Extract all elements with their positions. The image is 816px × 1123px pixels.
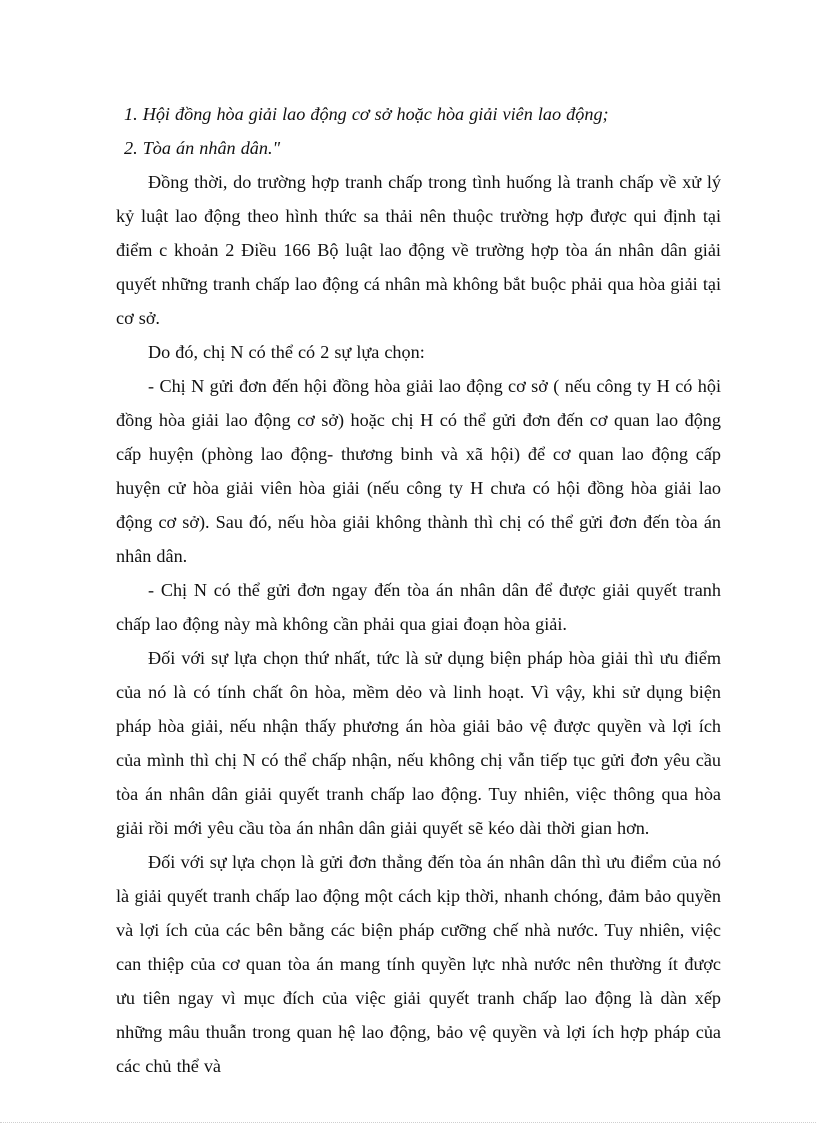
paragraph-choices-intro: Do đó, chị N có thể có 2 sự lựa chọn: [148, 342, 425, 362]
document-body [116, 97, 721, 1083]
choice-item-1: - Chị N gửi đơn đến hội đồng hòa giải lao động cơ sở ( nếu công ty H có hội đồng hòa giải lao động cơ sở) hoặc chị H có thể gửi đơn đến cơ quan lao động cấp huyện (phòng lao động- thương binh và xã hội) để cơ quan lao động cấp huyện cử hòa giải viên hòa giải (nếu công ty H chưa có hội đồng hòa giải lao động cơ sở). Sau đó, nếu hòa giải không thành thì chị có thể gửi đơn đến tòa án nhân dân. [116, 376, 721, 566]
quote-list-item-1: 1. Hội đồng hòa giải lao động cơ sở hoặc hòa giải viên lao động; [124, 104, 609, 124]
paragraph-legal-basis: Đồng thời, do trường hợp tranh chấp trong tình huống là tranh chấp về xử lý kỷ luật lao động theo hình thức sa thải nên thuộc trường hợp được qui định tại điểm c khoản 2 Điều 166 Bộ luật lao động về trường hợp tòa án nhân dân giải quyết những tranh chấp lao động cá nhân mà không bắt buộc phải qua hòa giải tại cơ sở. [116, 172, 721, 328]
quote-list-item-2: 2. Tòa án nhân dân." [124, 138, 281, 158]
choice-item-2: - Chị N có thể gửi đơn ngay đến tòa án nhân dân để được giải quyết tranh chấp lao động này mà không cần phải qua giai đoạn hòa giải. [116, 580, 721, 634]
paragraph-second-choice-analysis: Đối với sự lựa chọn là gửi đơn thẳng đến tòa án nhân dân thì ưu điểm của nó là giải quyết tranh chấp lao động một cách kịp thời, nhanh chóng, đảm bảo quyền và lợi ích của các bên bằng các biện pháp cưỡng chế nhà nước. Tuy nhiên, việc can thiệp của cơ quan tòa án mang tính quyền lực nhà nước nên thường ít được ưu tiên ngay vì mục đích của việc giải quyết tranh chấp lao động là dàn xếp những mâu thuẫn trong quan hệ lao động, bảo vệ quyền và lợi ích hợp pháp của các chủ thể và [116, 852, 721, 1076]
paragraph-first-choice-analysis: Đối với sự lựa chọn thứ nhất, tức là sử dụng biện pháp hòa giải thì ưu điểm của nó là có tính chất ôn hòa, mềm dẻo và linh hoạt. Vì vậy, khi sử dụng biện pháp hòa giải, nếu nhận thấy phương án hòa giải bảo vệ được quyền và lợi ích của mình thì chị N có thể chấp nhận, nếu không chị vẫn tiếp tục gửi đơn yêu cầu tòa án nhân dân giải quyết tranh chấp lao động. Tuy nhiên, việc thông qua hòa giải rồi mới yêu cầu tòa án nhân dân giải quyết sẽ kéo dài thời gian hơn. [116, 648, 721, 838]
